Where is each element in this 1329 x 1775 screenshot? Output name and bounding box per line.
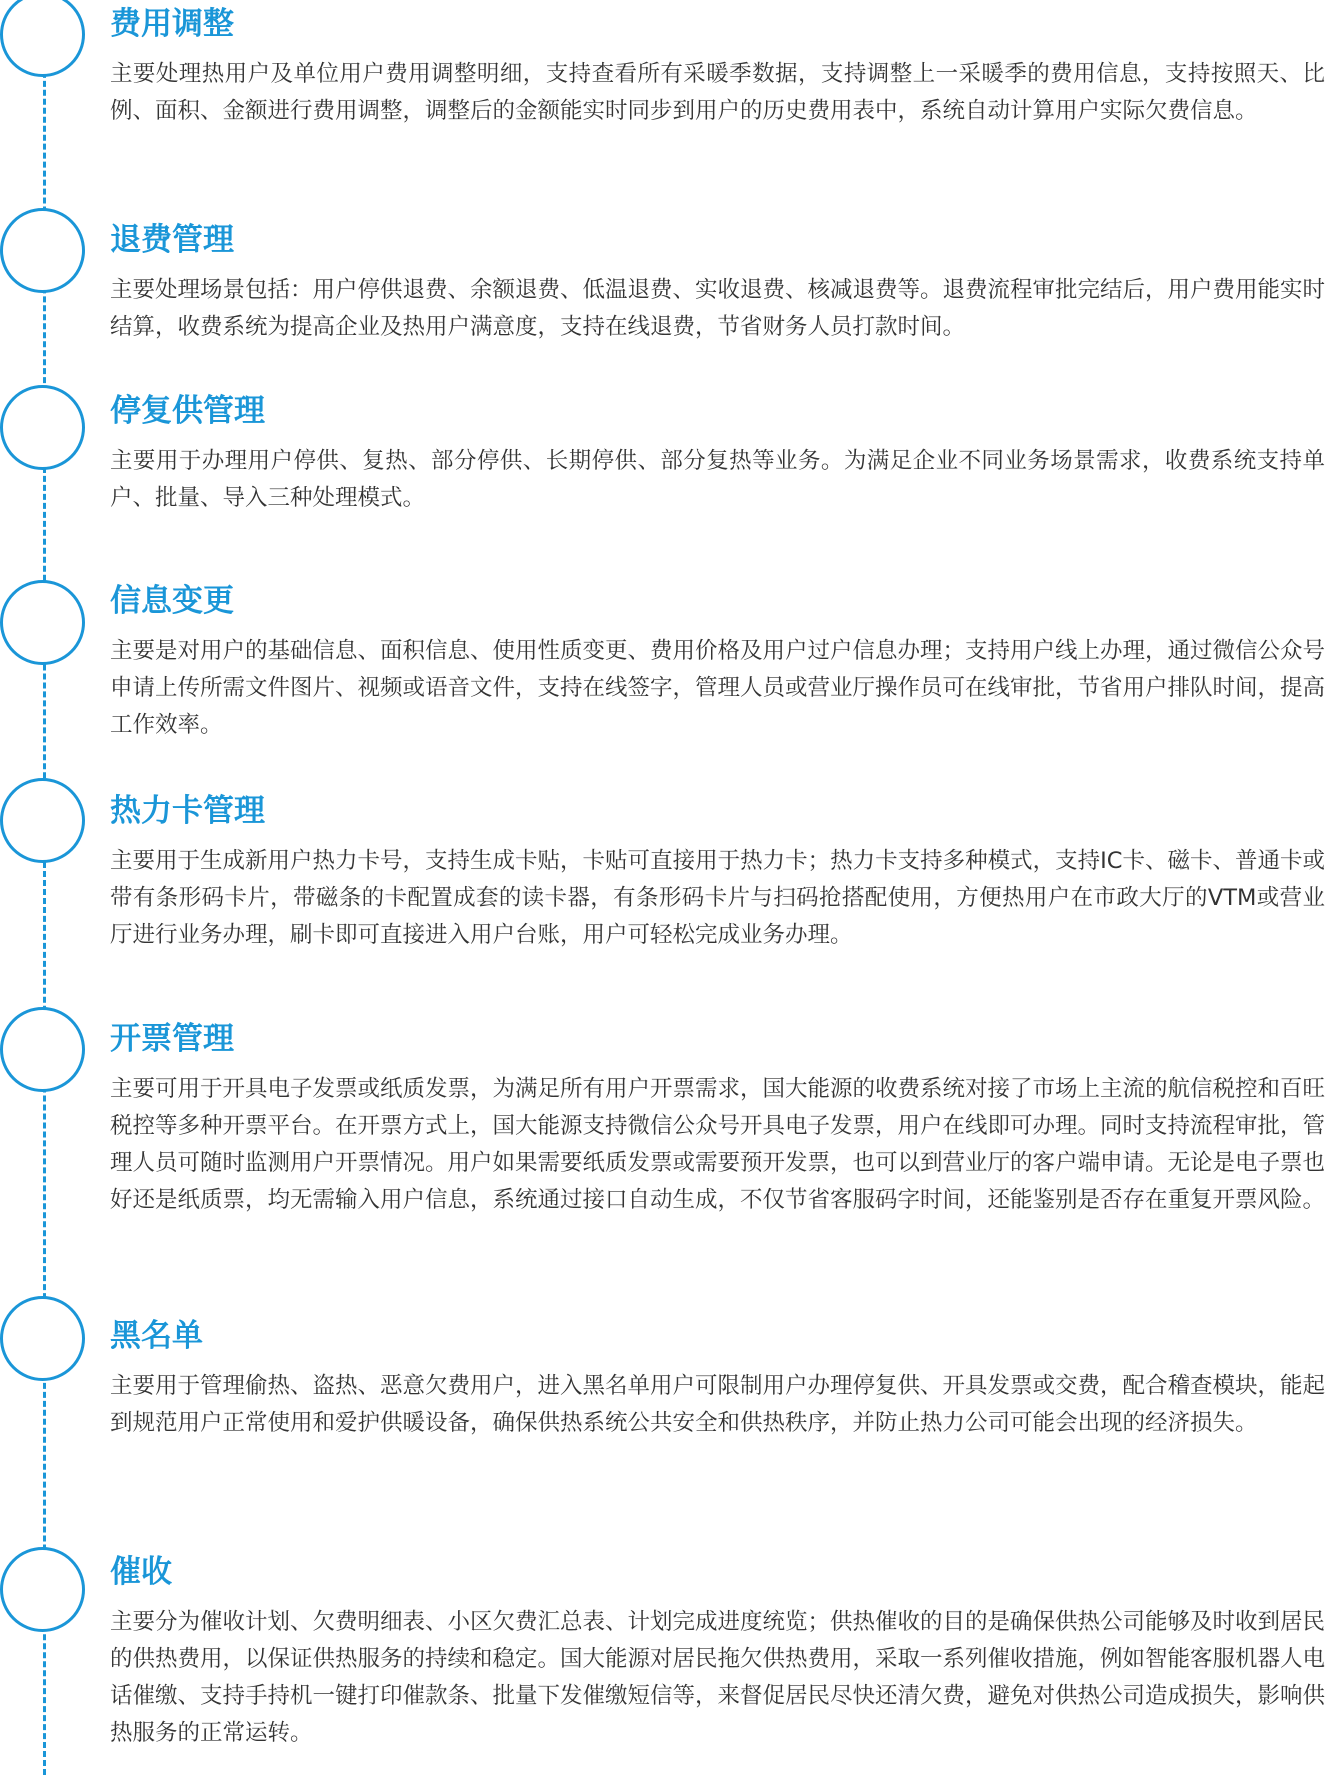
timeline-node-circle	[0, 580, 85, 665]
section-invoice-management	[110, 1019, 1325, 1219]
section-body: 主要用于办理用户停供、复热、部分停供、长期停供、部分复热等业务。为满足企业不同业务场景需求，收费系统支持单户、批量、导入三种处理模式。	[110, 448, 1325, 511]
section-body: 主要用于管理偷热、盗热、恶意欠费用户，进入黑名单用户可限制用户办理停复供、开具发票或交费，配合稽查模块，能起到规范用户正常使用和爱护供暖设备，确保供热系统公共安全和供热秩序，并防止热力公司可能会出现的经济损失。	[110, 1373, 1326, 1436]
section-title: 开票管理	[110, 1021, 234, 1057]
section-body: 主要处理场景包括：用户停供退费、余额退费、低温退费、实收退费、核减退费等。退费流程审批完结后，用户费用能实时结算，收费系统为提高企业及热用户满意度，支持在线退费，节省财务人员打款时间。	[110, 277, 1326, 340]
section-fee-adjustment	[110, 4, 1325, 130]
section-title: 退费管理	[110, 222, 234, 258]
section-suspend-resume-management	[110, 391, 1325, 517]
section-blacklist	[110, 1316, 1325, 1442]
section-body: 主要用于生成新用户热力卡号，支持生成卡贴，卡贴可直接用于热力卡；热力卡支持多种模式，支持IC卡、磁卡、普通卡或带有条形码卡片，带磁条的卡配置成套的读卡器，有条形码卡片与扫码抢搭配使用，方便热用户在市政大厅的VTM或营业厅进行业务办理，刷卡即可直接进入用户台账，用户可轻松完成业务办理。	[110, 848, 1325, 948]
section-title: 费用调整	[110, 6, 234, 42]
timeline-node-circle	[0, 208, 85, 293]
section-heat-card-management	[110, 791, 1325, 954]
section-collection	[110, 1552, 1325, 1752]
section-body: 主要处理热用户及单位用户费用调整明细，支持查看所有采暖季数据，支持调整上一采暖季的费用信息，支持按照天、比例、面积、金额进行费用调整，调整后的金额能实时同步到用户的历史费用表中，系统自动计算用户实际欠费信息。	[110, 61, 1325, 124]
section-body: 主要分为催收计划、欠费明细表、小区欠费汇总表、计划完成进度统览；供热催收的目的是确保供热公司能够及时收到居民的供热费用，以保证供热服务的持续和稳定。国大能源对居民拖欠供热费用，采取一系列催收措施，例如智能客服机器人电话催缴、支持手持机一键打印催款条、批量下发催缴短信等，来督促居民尽快还清欠费，避免对供热公司造成损失，影响供热服务的正常运转。	[110, 1609, 1326, 1746]
timeline-node-circle	[0, 385, 85, 470]
section-title: 信息变更	[110, 583, 234, 619]
section-refund-management	[110, 220, 1325, 346]
timeline-node-circle	[0, 778, 85, 863]
section-title: 热力卡管理	[110, 793, 265, 829]
timeline-node-circle	[0, 1547, 85, 1632]
section-title: 催收	[110, 1554, 172, 1590]
timeline-node-circle	[0, 1007, 85, 1092]
timeline-node-circle	[0, 1296, 85, 1381]
section-title: 停复供管理	[110, 393, 265, 429]
section-body: 主要是对用户的基础信息、面积信息、使用性质变更、费用价格及用户过户信息办理；支持用户线上办理，通过微信公众号申请上传所需文件图片、视频或语音文件，支持在线签字，管理人员或营业厅操作员可在线审批，节省用户排队时间，提高工作效率。	[110, 638, 1326, 738]
section-title: 黑名单	[110, 1318, 203, 1354]
section-body: 主要可用于开具电子发票或纸质发票，为满足所有用户开票需求，国大能源的收费系统对接了市场上主流的航信税控和百旺税控等多种开票平台。在开票方式上，国大能源支持微信公众号开具电子发票，用户在线即可办理。同时支持流程审批，管理人员可随时监测用户开票情况。用户如果需要纸质发票或需要预开发票，也可以到营业厅的客户端申请。无论是电子票也好还是纸质票，均无需输入用户信息，系统通过接口自动生成，不仅节省客服码字时间，还能鉴别是否存在重复开票风险。	[110, 1076, 1326, 1213]
section-info-change	[110, 581, 1325, 744]
timeline-node-circle	[0, 0, 85, 77]
